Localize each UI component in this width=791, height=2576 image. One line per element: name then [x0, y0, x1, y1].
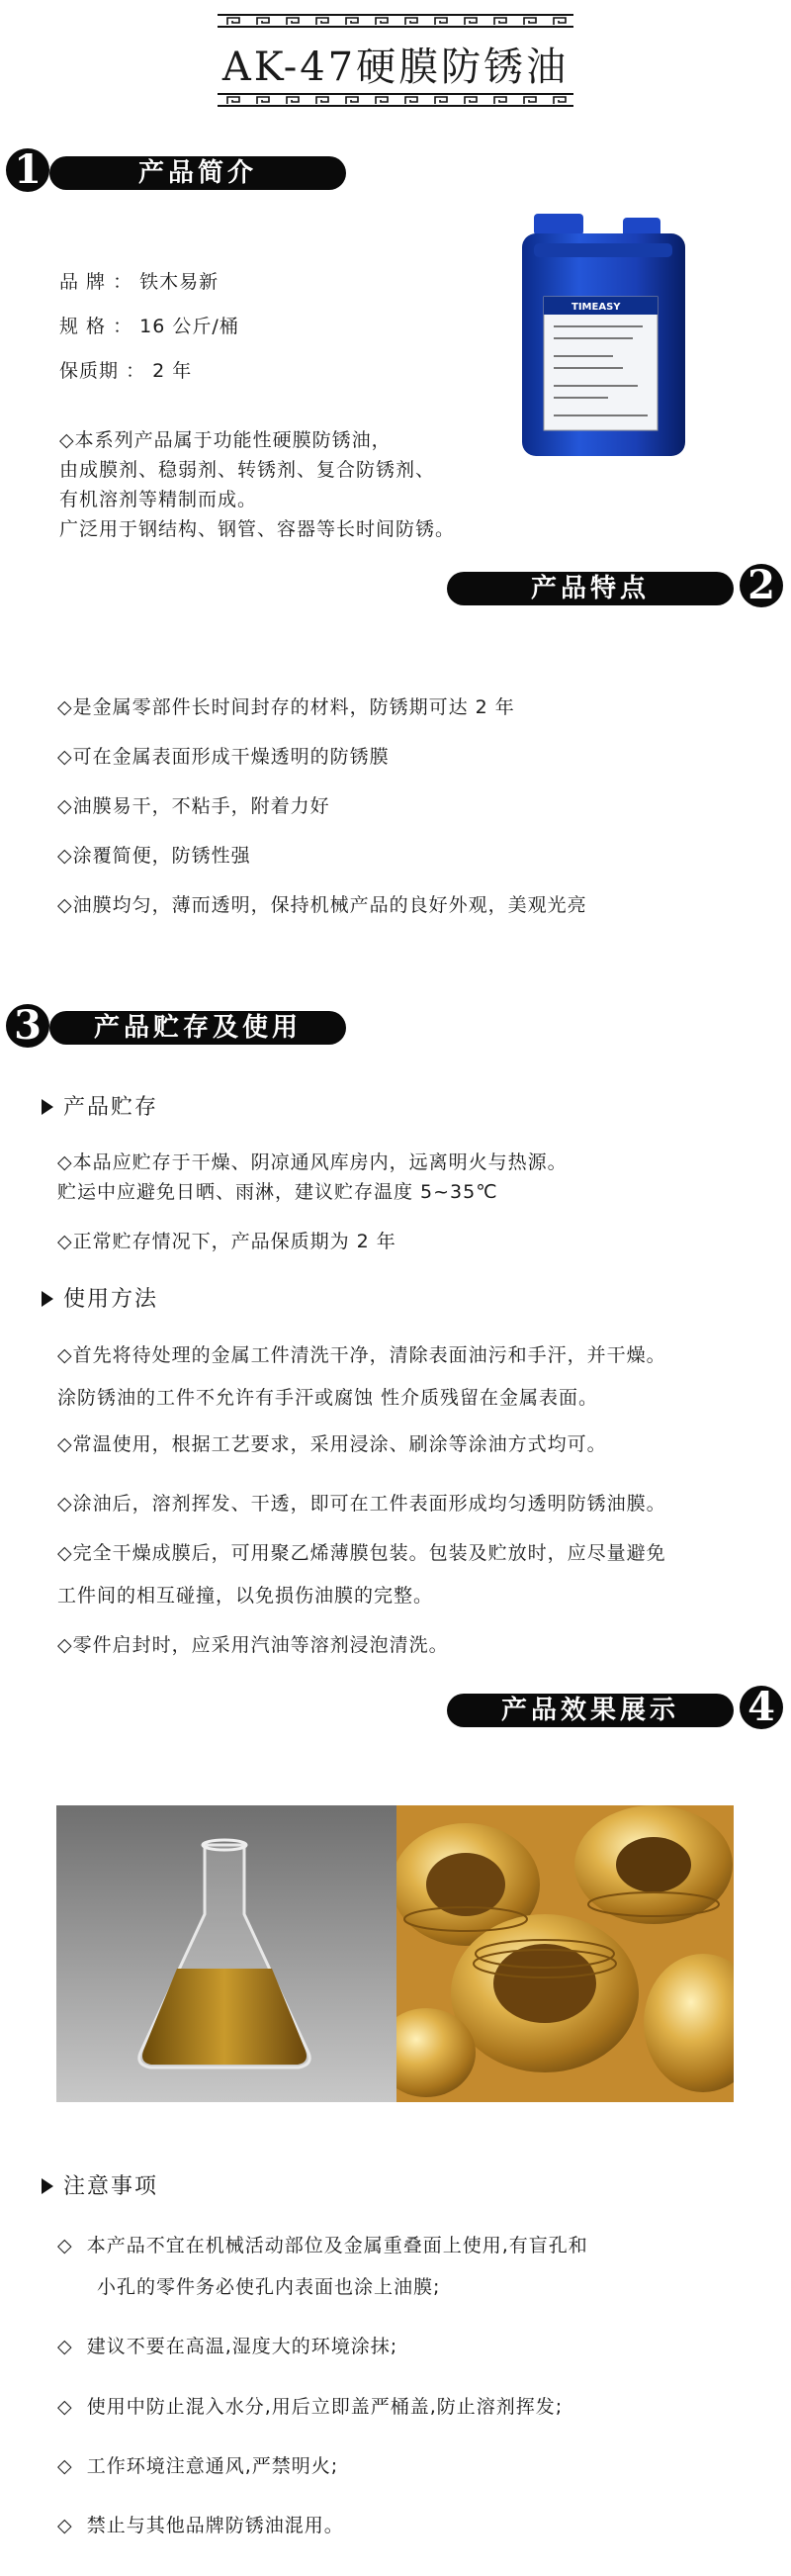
intro-line-2: 由成膜剂、稳弱剂、转锈剂、复合防锈剂、 [59, 459, 436, 481]
brass-parts-image [396, 1805, 734, 2102]
feature-item: ◇涂覆简便，防锈性强 [57, 845, 251, 867]
section-2-heading: 产品特点 [447, 572, 734, 605]
spec-brand [59, 267, 219, 297]
spec-label: 保质期 [59, 360, 120, 382]
notes-subheading: 注意事项 [42, 2169, 158, 2200]
storage-subheading: 产品贮存 [42, 1090, 158, 1121]
feature-item: ◇可在金属表面形成干燥透明的防锈膜 [57, 746, 390, 768]
section-3-heading: 产品贮存及使用 [49, 1011, 346, 1045]
storage-item-line: ◇正常贮存情况下，产品保质期为 2 年 [57, 1231, 396, 1252]
diamond-bullet-icon: ◇ [57, 2455, 73, 2477]
title-block [0, 0, 791, 119]
diamond-bullet-icon: ◇ [57, 2235, 73, 2256]
bucket-brand-label: TIMEASY [571, 302, 621, 313]
spec-value: 16 公斤/桶 [139, 316, 239, 337]
spec-shelf-life [59, 356, 192, 386]
greek-key-border-bottom-icon [218, 93, 573, 107]
section-3-number: 3 [6, 1004, 49, 1048]
intro-line-3: 有机溶剂等精制而成。 [59, 489, 258, 510]
note-item: ◇ 使用中防止混入水分,用后立即盖严桶盖,防止溶剂挥发; [57, 2396, 564, 2418]
spec-sep: ： [126, 360, 146, 382]
section-4-number: 4 [740, 1686, 783, 1729]
spec-sep: ： [113, 271, 133, 293]
flask-oil-image [56, 1805, 396, 2102]
spec-size [59, 312, 239, 341]
feature-item: ◇是金属零部件长时间封存的材料，防锈期可达 2 年 [57, 696, 515, 718]
usage-item-line: ◇涂油后，溶剂挥发、干透，即可在工件表面形成均匀透明防锈油膜。 [57, 1493, 666, 1515]
spec-sep: ： [113, 316, 133, 337]
feature-item: ◇油膜均匀，薄而透明，保持机械产品的良好外观，美观光亮 [57, 894, 587, 916]
product-bucket-image [514, 208, 692, 465]
usage-item-line: 工件间的相互碰撞，以免损伤油膜的完整。 [57, 1585, 434, 1607]
intro-line-4: 广泛用于钢结构、钢管、容器等长时间防锈。 [59, 518, 456, 540]
diamond-bullet-icon: ◇ [57, 2515, 73, 2536]
spec-label: 品 牌 [59, 271, 107, 293]
spec-value: 2 年 [152, 360, 193, 382]
usage-item-line: ◇首先将待处理的金属工件清洗干净，清除表面油污和手汗，并干燥。 [57, 1344, 666, 1366]
note-item: ◇ 禁止与其他品牌防锈油混用。 [57, 2515, 344, 2536]
section-4-heading: 产品效果展示 [447, 1694, 734, 1727]
page-title: AK-47硬膜防锈油 [221, 45, 570, 90]
usage-subheading: 使用方法 [42, 1282, 158, 1313]
section-2-number: 2 [740, 564, 783, 607]
diamond-bullet-icon: ◇ [57, 2396, 73, 2418]
spec-value: 铁木易新 [139, 271, 220, 293]
greek-key-border-top-icon [218, 14, 573, 28]
triangle-bullet-icon [42, 1099, 53, 1115]
intro-line-1: ◇本系列产品属于功能性硬膜防锈油， [59, 429, 392, 451]
note-item: ◇ 建议不要在高温,湿度大的环境涂抹; [57, 2336, 398, 2357]
spec-label: 规 格 [59, 316, 107, 337]
note-item: ◇ 本产品不宜在机械活动部位及金属重叠面上使用,有盲孔和 [57, 2235, 588, 2256]
section-1-number: 1 [6, 148, 49, 192]
triangle-bullet-icon [42, 1291, 53, 1307]
usage-item-line: ◇零件启封时，应采用汽油等溶剂浸泡清洗。 [57, 1634, 449, 1656]
triangle-bullet-icon [42, 2178, 53, 2194]
note-item-continued: 小孔的零件务必使孔内表面也涂上油膜; [97, 2276, 441, 2298]
section-1-heading: 产品简介 [49, 156, 346, 190]
usage-item-line: ◇完全干燥成膜后，可用聚乙烯薄膜包装。包装及贮放时，应尽量避免 [57, 1542, 666, 1564]
usage-item-line: ◇常温使用，根据工艺要求，采用浸涂、刷涂等涂油方式均可。 [57, 1433, 607, 1455]
usage-item-line: 涂防锈油的工件不允许有手汗或腐蚀 性介质残留在金属表面。 [57, 1387, 599, 1409]
storage-item-line: ◇本品应贮存于干燥、阴凉通风库房内，远离明火与热源。 [57, 1151, 568, 1173]
feature-item: ◇油膜易干，不粘手，附着力好 [57, 795, 330, 817]
storage-item-line: 贮运中应避免日晒、雨淋，建议贮存温度 5~35℃ [57, 1181, 498, 1203]
diamond-bullet-icon: ◇ [57, 2336, 73, 2357]
note-item: ◇ 工作环境注意通风,严禁明火; [57, 2455, 339, 2477]
